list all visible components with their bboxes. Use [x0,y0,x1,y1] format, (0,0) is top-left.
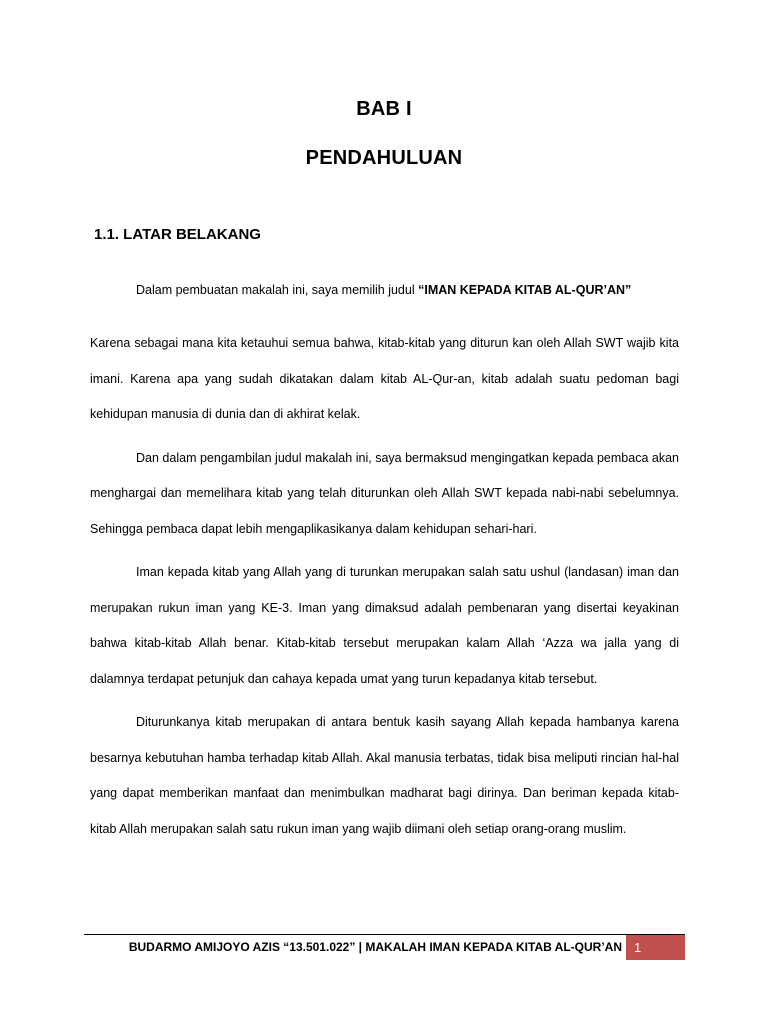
page-number: 1 [634,940,642,955]
paragraph-3: Iman kepada kitab yang Allah yang di turunkan merupakan salah satu ushul (landasan) iman dan merupakan rukun iman yang KE-3. Iman yang dimaksud adalah pembenaran yang disertai keyakinan bahwa kitab-kitab Allah benar. Kitab-kitab tersebut merupakan kalam Allah ‘Azza wa jalla yang di dalamnya terdapat petunjuk dan cahaya kepada umat yang turun kepadanya kitab tersebut. [90,565,679,686]
chapter-title: PENDAHULUAN [305,147,463,169]
chapter-number: BAB I [356,98,412,120]
page-number-badge [626,935,685,960]
footer-text: BUDARMO AMIJOYO AZIS “13.501.022” | MAKALAH IMAN KEPADA KITAB AL-QUR’AN [128,940,622,954]
paragraph-2: Dan dalam pengambilan judul makalah ini, saya bermaksud mengingatkan kepada pembaca akan menghargai dan memelihara kitab yang telah diturunkan oleh Allah SWT kepada nabi-nabi sebelumnya. Sehingga pembaca dapat lebih mengaplikasikanya dalam kehidupan sehari-hari. [90,450,679,536]
intro-lead: Dalam pembuatan makalah ini, saya memilih judul [136,283,419,297]
section-heading: 1.1. LATAR BELAKANG [94,226,261,243]
footer-divider [84,934,685,935]
intro-paragraph [90,272,679,309]
document-body [90,272,679,855]
intro-title: “IMAN KEPADA KITAB AL-QUR’AN” [418,283,632,297]
paragraph-1: Karena sebagai mana kita ketauhui semua bahwa, kitab-kitab yang diturun kan oleh Allah SWT wajib kita imani. Karena apa yang sudah dikatakan dalam kitab AL-Qur-an, kitab adalah suatu pedoman bagi kehidupan manusia di dunia dan di akhirat kelak. [90,336,679,421]
paragraph-4: Diturunkanya kitab merupakan di antara bentuk kasih sayang Allah kepada hambanya karena besarnya kebutuhan hamba terhadap kitab Allah. Akal manusia terbatas, tidak bisa meliputi rincian hal-hal yang dapat memberikan manfaat dan menimbulkan madharat bagi dirinya. Dan beriman kepada kitab-kitab Allah merupakan salah satu rukun iman yang wajib diimani oleh setiap orang-orang muslim. [90,715,679,836]
